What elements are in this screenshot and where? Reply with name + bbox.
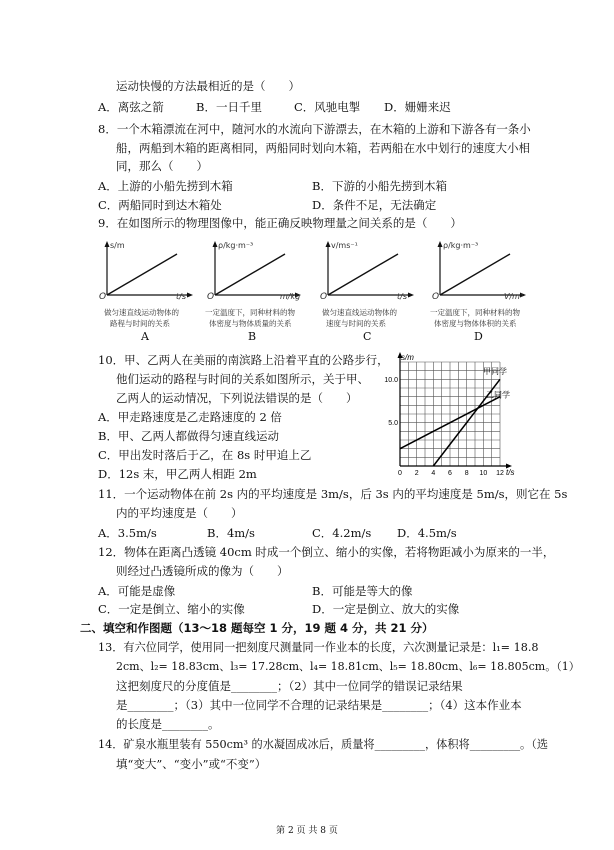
q9-b-origin: O bbox=[207, 292, 215, 302]
q7-option-c: C．风驰电掣 bbox=[294, 100, 361, 114]
q12-option-b: B．可能是等大的像 bbox=[312, 584, 413, 598]
y-tick-label: 10.0 bbox=[384, 376, 398, 384]
q8-line-2: 船，两船到木箱的距离相同，两船同时划向木箱，若两船在水中划行的速度大小相 bbox=[116, 141, 530, 155]
q9-b-caption-2: 体密度与物体质量的关系 bbox=[209, 319, 292, 328]
page-footer: 第 2 页 共 8 页 bbox=[276, 826, 338, 836]
q9-a-letter: A bbox=[141, 330, 149, 343]
q10-line-2: 他们运动的路程与时间的关系如图所示，关于甲、 bbox=[116, 372, 369, 386]
q8-line-3: 同，那么（ ） bbox=[116, 159, 208, 173]
x-tick-label: 8 bbox=[464, 470, 469, 477]
q11-option-b: B．4m/s bbox=[207, 526, 255, 540]
q9-a-caption-2: 路程与时间的关系 bbox=[110, 319, 170, 328]
q13-line-5: 的长度是________。 bbox=[116, 717, 220, 731]
q9-d-caption-2: 体密度与物体体积的关系 bbox=[434, 319, 517, 328]
q9-question: 9．在如图所示的物理图像中，能正确反映物理量之间关系的是（ ） bbox=[98, 216, 462, 230]
x-tick-label: 0 bbox=[398, 470, 402, 477]
q7-option-b: B．一日千里 bbox=[196, 100, 262, 114]
x-tick-label: 10 bbox=[479, 470, 488, 477]
q13-line-3: 这把刻度尺的分度值是________；（2）其中一位同学的错误记录结果 bbox=[116, 679, 463, 693]
chart-series-label-yi: 乙同学 bbox=[486, 390, 510, 400]
q9-c-caption-2: 速度与时间的关系 bbox=[326, 319, 386, 328]
q13-line-4: 是________；（3）其中一位同学不合理的记录结果是________；（4）这本作业本 bbox=[116, 698, 522, 712]
q9-b-ylabel: ρ/kg·m⁻³ bbox=[218, 241, 254, 250]
q12-option-d: D．一定是倒立、放大的实像 bbox=[312, 602, 460, 616]
q9-d-letter: D bbox=[474, 330, 483, 343]
q11-line-2: 内的平均速度是（ ） bbox=[116, 506, 243, 520]
x-tick-label: 4 bbox=[431, 470, 436, 477]
q9-a-ylabel: s/m bbox=[110, 241, 125, 250]
q11-line-1: 11．一个运动物体在前 2s 内的平均速度是 3m/s，后 3s 内的平均速度是 5m/s，则它在 5s bbox=[98, 487, 568, 501]
section-2-heading: 二、填空和作图题（13～18 题每空 1 分，19 题 4 分，共 21 分） bbox=[80, 621, 434, 635]
q8-option-c: C．两船同时到达木箱处 bbox=[98, 198, 222, 212]
chart-series-label-jia: 甲同学 bbox=[483, 367, 507, 377]
q13-line-1: 13．有六位同学，使用同一把刻度尺测量同一作业本的长度，六次测量记录是：l₁= 18.8 bbox=[98, 641, 539, 654]
q14-line-1: 14．矿泉水瓶里装有 550cm³ 的水凝固成冰后，质量将_________，体积将_________。（选 bbox=[98, 738, 549, 751]
chart-grid bbox=[400, 362, 500, 466]
q12-line-1: 12．物体在距离凸透镜 40cm 时成一个倒立、缩小的实像，若将物距减小为原来的一半， bbox=[98, 545, 555, 559]
q12-line-2: 则经过凸透镜所成的像为（ ） bbox=[116, 564, 289, 578]
q13-line-2: 2cm、l₂= 18.83cm、l₃= 17.28cm、l₄= 18.81cm、l₅= 18.80cm、l₆= 18.805cm。（1） bbox=[116, 660, 580, 673]
q11-option-d: D．4.5m/s bbox=[397, 526, 457, 540]
q8-option-b: B．下游的小船先捞到木箱 bbox=[312, 179, 447, 193]
q9-a-origin: O bbox=[99, 292, 107, 302]
q9-d-xlabel: V/m³ bbox=[504, 292, 524, 301]
q9-c-origin: O bbox=[320, 292, 328, 302]
x-tick-label: 12 bbox=[496, 470, 504, 477]
q10-option-d: D．12s 末，甲乙两人相距 2m bbox=[98, 467, 257, 481]
q9-d-caption-1: 一定温度下，同种材料的物 bbox=[430, 308, 520, 317]
q9-d-ylabel: ρ/kg·m⁻³ bbox=[443, 241, 479, 250]
q10-option-c: C．甲出发时落后于乙，在 8s 时甲追上乙 bbox=[98, 448, 312, 462]
x-tick-label: 6 bbox=[448, 470, 452, 477]
y-tick-label: 5.0 bbox=[388, 420, 398, 428]
x-tick-label: 2 bbox=[414, 470, 419, 477]
q11-option-a: A．3.5m/s bbox=[98, 526, 157, 540]
q9-c-ylabel: v/ms⁻¹ bbox=[331, 241, 358, 250]
q12-option-c: C．一定是倒立、缩小的实像 bbox=[98, 602, 245, 616]
q8-option-d: D．条件不足，无法确定 bbox=[312, 198, 437, 212]
q9-b-xlabel: m/kg bbox=[280, 292, 301, 301]
q11-option-c: C．4.2m/s bbox=[312, 526, 372, 540]
q9-b-caption-1: 一定温度下，同种材料的物 bbox=[205, 308, 295, 317]
q8-option-a: A．上游的小船先捞到木箱 bbox=[98, 179, 233, 193]
q12-option-a: A．可能是虚像 bbox=[98, 584, 176, 598]
q9-c-xlabel: t/s bbox=[397, 292, 407, 301]
q10-option-a: A．甲走路速度是乙走路速度的 2 倍 bbox=[98, 410, 282, 424]
q10-line-1: 10．甲、乙两人在美丽的南滨路上沿着平直的公路步行， bbox=[98, 353, 389, 367]
q9-a-xlabel: t/s bbox=[176, 292, 186, 301]
q9-d-origin: O bbox=[432, 292, 440, 302]
q7-option-d: D．姗姗来迟 bbox=[384, 100, 451, 114]
q7-tail: 运动快慢的方法最相近的是（ ） bbox=[116, 79, 300, 93]
q8-line-1: 8．一个木箱漂流在河中，随河水的水流向下游漂去，在木箱的上游和下游各有一条小 bbox=[98, 122, 531, 136]
chart-ylabel: s/m bbox=[401, 353, 414, 362]
q10-chart bbox=[380, 350, 520, 478]
chart-xlabel: t/s bbox=[506, 468, 515, 477]
q10-option-b: B．甲、乙两人都做得匀速直线运动 bbox=[98, 429, 279, 443]
q9-c-letter: C bbox=[363, 330, 372, 343]
q9-a-caption-1: 做匀速直线运动物体的 bbox=[104, 308, 179, 317]
q10-line-3: 乙两人的运动情况，下列说法错误的是（ ） bbox=[116, 391, 358, 405]
q9-b-letter: B bbox=[248, 330, 257, 343]
q7-option-a: A．离弦之箭 bbox=[98, 100, 164, 114]
q9-c-caption-1: 做匀速直线运动物体的 bbox=[322, 308, 397, 317]
q14-line-2: 填“变大”、“变小”或“不变”） bbox=[116, 757, 267, 771]
